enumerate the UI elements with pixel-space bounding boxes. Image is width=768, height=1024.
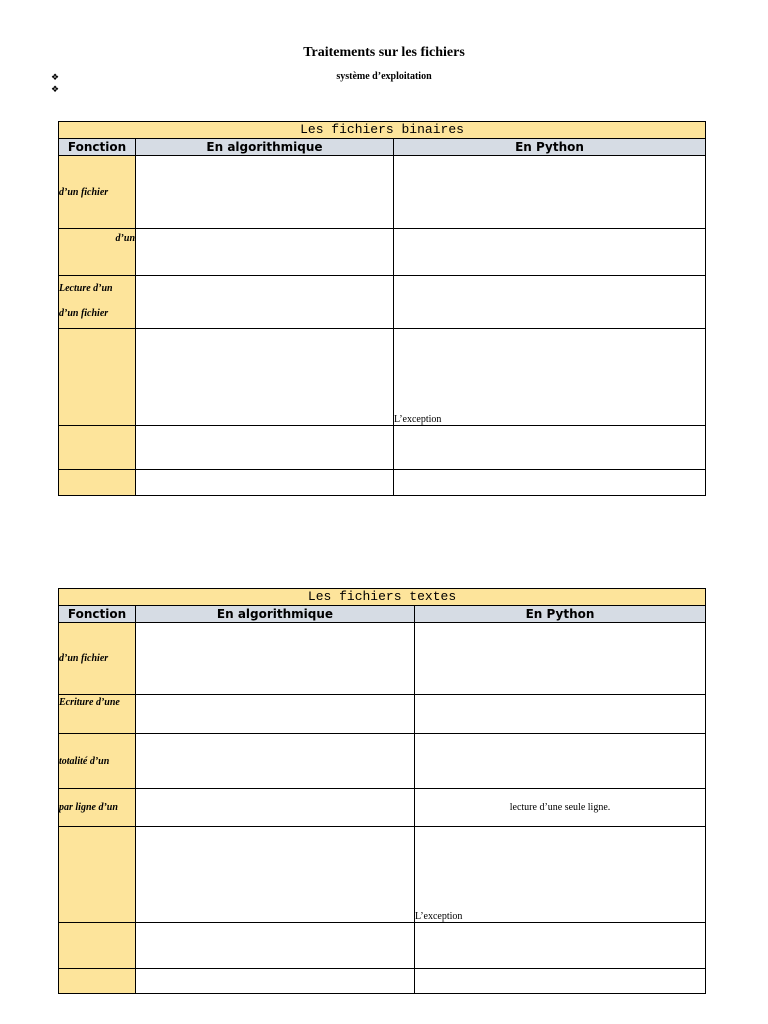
table-row — [59, 789, 706, 827]
fonction-cell: Ecriture d’une — [59, 695, 136, 734]
table-row — [59, 695, 706, 734]
table-row — [59, 276, 706, 329]
algo-cell — [136, 695, 415, 734]
fonction-cell — [59, 923, 136, 969]
python-cell — [394, 156, 706, 229]
python-cell: L’exception — [394, 329, 706, 426]
fonction-cell: totalité d’un — [59, 734, 136, 789]
fonction-cell — [59, 827, 136, 923]
algo-cell — [136, 276, 394, 329]
python-cell: lecture d’une seule ligne. — [415, 789, 706, 827]
algo-cell — [136, 229, 394, 276]
table-banner: Les fichiers textes — [59, 589, 706, 606]
fonction-cell — [59, 329, 136, 426]
diamond-bullet-icon: ❖ — [51, 72, 60, 82]
table-row — [59, 426, 706, 470]
table-row — [59, 156, 706, 229]
python-cell — [394, 276, 706, 329]
python-cell — [415, 623, 706, 695]
fonction-cell: d’un fichier — [59, 623, 136, 695]
diamond-bullet-icon: ❖ — [51, 84, 60, 94]
column-header-algorithmique: En algorithmique — [136, 606, 415, 623]
binary-files-table — [58, 121, 706, 496]
column-header-fonction: Fonction — [59, 606, 136, 623]
python-cell — [415, 695, 706, 734]
page-subtitle: système d’exploitation — [336, 71, 432, 82]
table-row — [59, 969, 706, 994]
algo-cell — [136, 329, 394, 426]
table-banner: Les fichiers binaires — [59, 122, 706, 139]
table-row — [59, 623, 706, 695]
algo-cell — [136, 923, 415, 969]
fonction-cell — [59, 470, 136, 496]
python-cell — [415, 923, 706, 969]
table-row — [59, 827, 706, 923]
fonction-cell — [59, 426, 136, 470]
fonction-cell: d’un — [59, 229, 136, 276]
algo-cell — [136, 827, 415, 923]
python-cell — [394, 470, 706, 496]
column-header-algorithmique: En algorithmique — [136, 139, 394, 156]
algo-cell — [136, 470, 394, 496]
fonction-cell — [59, 969, 136, 994]
fonction-cell — [59, 276, 136, 329]
text-files-table — [58, 588, 706, 994]
python-cell: L’exception — [415, 827, 706, 923]
algo-cell — [136, 156, 394, 229]
python-cell — [394, 229, 706, 276]
column-header-python: En Python — [394, 139, 706, 156]
fonction-line: d’un fichier — [59, 308, 109, 319]
algo-cell — [136, 969, 415, 994]
column-header-python: En Python — [415, 606, 706, 623]
algo-cell — [136, 734, 415, 789]
algo-cell — [136, 623, 415, 695]
column-header-fonction: Fonction — [59, 139, 136, 156]
algo-cell — [136, 426, 394, 470]
table-row — [59, 229, 706, 276]
fonction-cell: d’un fichier — [59, 156, 136, 229]
python-cell — [394, 426, 706, 470]
table-row — [59, 923, 706, 969]
table-row — [59, 470, 706, 496]
fonction-line: Lecture d’un — [59, 283, 113, 294]
table-row — [59, 734, 706, 789]
python-cell — [415, 734, 706, 789]
page-title: Traitements sur les fichiers — [303, 45, 465, 60]
table-row — [59, 329, 706, 426]
python-cell — [415, 969, 706, 994]
fonction-cell: par ligne d’un — [59, 789, 136, 827]
algo-cell — [136, 789, 415, 827]
